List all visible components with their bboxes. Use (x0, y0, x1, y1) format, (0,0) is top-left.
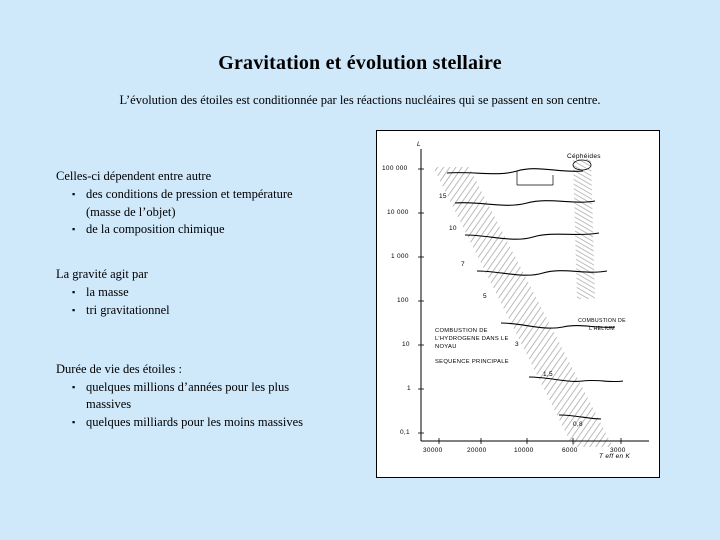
list-item (56, 414, 366, 431)
list-item (56, 186, 366, 203)
list-item-label: quelques milliards pour les moins massives (86, 414, 303, 429)
annotation-main-sequence: SEQUENCE PRINCIPALE (435, 359, 509, 365)
block-1-continuation: (masse de l’objet) (86, 204, 176, 219)
block-1-bullets (56, 186, 366, 203)
block-3-lead: Durée de vie des étoiles : (56, 361, 182, 376)
slide-body (56, 168, 366, 431)
page-title: Gravitation et évolution stellaire (218, 52, 502, 74)
block-2-lead: La gravité agit par (56, 267, 148, 281)
list-item-label: la masse (86, 285, 129, 300)
text-block-3 (56, 361, 366, 431)
x-tick-1: 20000 (467, 447, 487, 454)
spacer (56, 333, 366, 347)
y-tick-0: 100 000 (382, 165, 408, 172)
bullet-icon: ▪ (72, 382, 76, 392)
block-1-bullets-2 (56, 221, 366, 238)
list-item (56, 284, 366, 301)
list-item-label: tri gravitationnel (86, 302, 170, 317)
bullet-icon: ▪ (72, 304, 76, 315)
hr-diagram-inner (377, 131, 659, 477)
hr-diagram-graphic (377, 131, 659, 477)
annotation-helium-burning: COMBUSTION DE L’HELIUM (578, 318, 626, 332)
list-item (56, 302, 366, 319)
text-block-1 (56, 168, 366, 238)
list-item (56, 379, 366, 396)
list-item (56, 221, 366, 238)
x-tick-4: 3000 (610, 447, 626, 454)
slide-subtitle: L’évolution des étoiles est conditionnée par les réactions nucléaires qui se passent en son centre. (119, 93, 601, 107)
x-axis-label: T eff en K (599, 453, 631, 460)
mass-label-3: 3 (515, 341, 519, 348)
y-tick-2: 1 000 (391, 253, 409, 260)
mass-label-10: 10 (449, 225, 457, 232)
y-tick-4: 10 (402, 341, 410, 348)
block-3-bullets-2 (56, 414, 366, 431)
y-tick-3: 100 (397, 297, 409, 304)
mass-label-5: 5 (483, 293, 487, 300)
y-axis-label: L (417, 141, 421, 148)
mass-label-7: 7 (461, 261, 465, 268)
mass-label-15: 15 (439, 193, 447, 200)
spacer (56, 252, 366, 266)
x-tick-3: 6000 (562, 447, 578, 454)
y-tick-1: 10 000 (387, 209, 409, 216)
y-tick-6: 0,1 (400, 429, 410, 436)
block-3-bullets (56, 379, 366, 396)
annotation-hydrogen-burning: COMBUSTION DE L’HYDROGENE DANS LE NOYAU (435, 328, 509, 350)
block-3-continuation: massives (86, 397, 132, 412)
y-tick-5: 1 (407, 385, 411, 392)
bullet-icon: ▪ (72, 416, 76, 427)
list-item-label: des conditions de pression et température (86, 187, 293, 202)
x-tick-2: 10000 (514, 447, 534, 454)
x-tick-0: 30000 (423, 447, 443, 454)
annotation-cepheides: Céphéides (567, 153, 601, 160)
list-item-label: de la composition chimique (86, 221, 225, 236)
mass-label-0_8: 0,8 (573, 421, 583, 428)
text-block-2 (56, 266, 366, 319)
mass-label-1_5: 1,5 (543, 371, 553, 378)
block-1-lead: Celles-ci dépendent entre autre (56, 169, 212, 183)
bullet-icon: ▪ (72, 223, 76, 234)
list-item-label: quelques millions d’années pour les plus (86, 380, 290, 394)
spacer (56, 347, 366, 361)
block-2-bullets (56, 284, 366, 319)
bullet-icon: ▪ (72, 287, 76, 298)
hr-diagram-figure (376, 130, 660, 478)
bullet-icon: ▪ (72, 189, 76, 200)
